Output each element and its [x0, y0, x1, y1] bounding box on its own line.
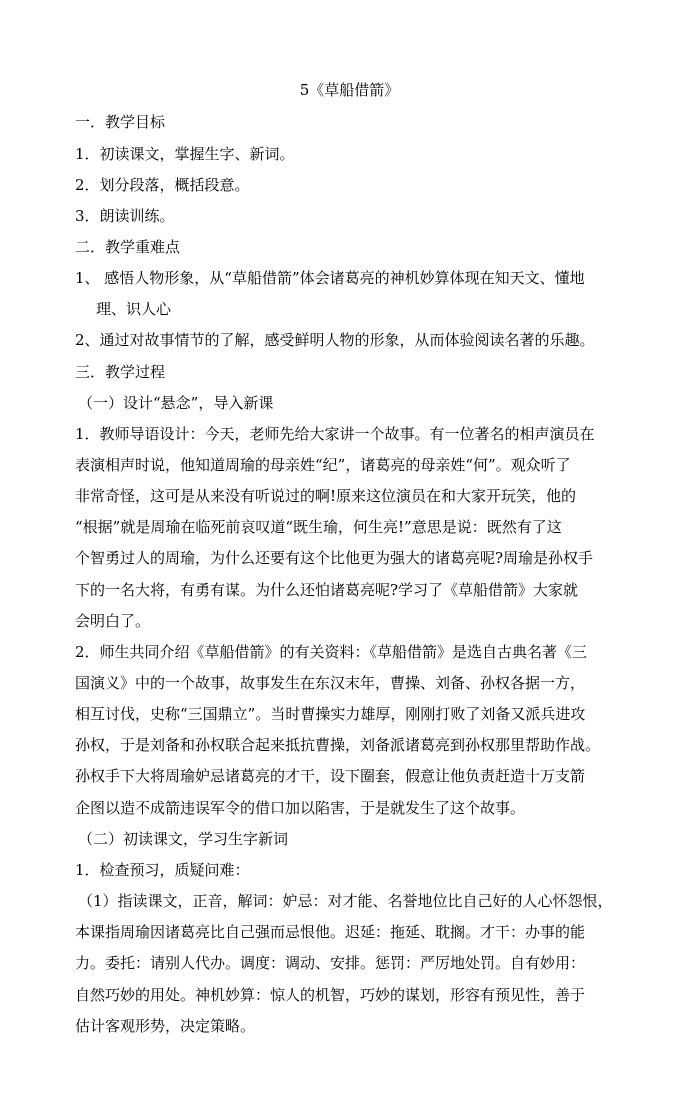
paragraph-line: 表演相声时说，他知道周瑜的母亲姓“纪”，诸葛亮的母亲姓“何”。观众听了 — [75, 456, 571, 474]
paragraph-line: 非常奇怪，这可是从来没有听说过的啊!原来这位演员在和大家开玩笑，他的 — [75, 487, 577, 505]
paragraph-line: 下的一名大将，有勇有谋。为什么还怕诸葛亮呢?学习了《草船借箭》大家就 — [75, 581, 579, 599]
paragraph-line: 国演义》中的一个故事，故事发生在东汉末年，曹操、刘备、孙权各据一方， — [75, 674, 586, 692]
paragraph-line: 自然巧妙的用处。神机妙算：惊人的机智，巧妙的谋划，形容有预见性，善于 — [75, 986, 586, 1004]
paragraph-line: （1）指读课文，正音，解词：妒忌：对才能、名誉地位比自己好的人心怀怨恨， — [78, 892, 613, 910]
subsection-heading: （一）设计“悬念”，导入新课 — [78, 394, 274, 412]
paragraph-line: 1．检查预习，质疑问难： — [75, 861, 250, 879]
paragraph-line: 本课指周瑜因诸葛亮比自己强而忌恨他。迟延：拖延、耽搁。才干：办事的能 — [75, 923, 586, 941]
section-heading-key-points: 二．教学重难点 — [75, 238, 181, 256]
paragraph-line: 会明白了。 — [75, 612, 151, 630]
objective-item: 3．朗读训练。 — [75, 207, 175, 225]
paragraph-line: 个智勇过人的周瑜，为什么还要有这个比他更为强大的诸葛亮呢?周瑜是孙权手 — [75, 549, 594, 567]
key-point-item: 1、 感悟人物形象，从“草船借箭”体会诸葛亮的神机妙算体现在知天文、懂地 — [75, 269, 585, 287]
paragraph-line: 2．师生共同介绍《草船借箭》的有关资料：《草船借箭》是选自古典名著《三 — [75, 643, 588, 661]
paragraph-line: “根据”就是周瑜在临死前哀叹道“既生瑜，何生亮!”意思是说：既然有了这 — [75, 518, 562, 536]
paragraph-line: 孙权，于是刘备和孙权联合起来抵抗曹操，刘备派诸葛亮到孙权那里帮助作战。 — [75, 736, 601, 754]
paragraph-line: 企图以造不成箭违误军令的借口加以陷害，于是就发生了这个故事。 — [75, 799, 526, 817]
key-point-item-continuation: 理、识人心 — [96, 300, 172, 318]
key-point-item: 2、通过对故事情节的了解，感受鲜明人物的形象，从而体验阅读名著的乐趣。 — [75, 331, 595, 349]
paragraph-line: 1．教师导语设计：今天，老师先给大家讲一个故事。有一位著名的相声演员在 — [75, 425, 595, 443]
subsection-heading: （二）初读课文，学习生字新词 — [78, 830, 289, 848]
section-heading-process: 三．教学过程 — [75, 363, 166, 381]
section-heading-objectives: 一．教学目标 — [75, 113, 166, 131]
objective-item: 1．初读课文，掌握生字、新词。 — [75, 145, 295, 163]
paragraph-line: 相互讨伐，史称“三国鼎立”。当时曹操实力雄厚，刚刚打败了刘备又派兵进攻 — [75, 705, 586, 723]
document-title: 5《草船借箭》 — [299, 81, 400, 99]
paragraph-line: 力。委托：请别人代办。调度：调动、安排。惩罚：严厉地处罚。自有妙用： — [75, 954, 586, 972]
objective-item: 2．划分段落，概括段意。 — [75, 176, 250, 194]
paragraph-line: 估计客观形势，决定策略。 — [75, 1017, 256, 1035]
paragraph-line: 孙权手下大将周瑜妒忌诸葛亮的才干，设下圈套，假意让他负责赶造十万支箭 — [75, 767, 586, 785]
